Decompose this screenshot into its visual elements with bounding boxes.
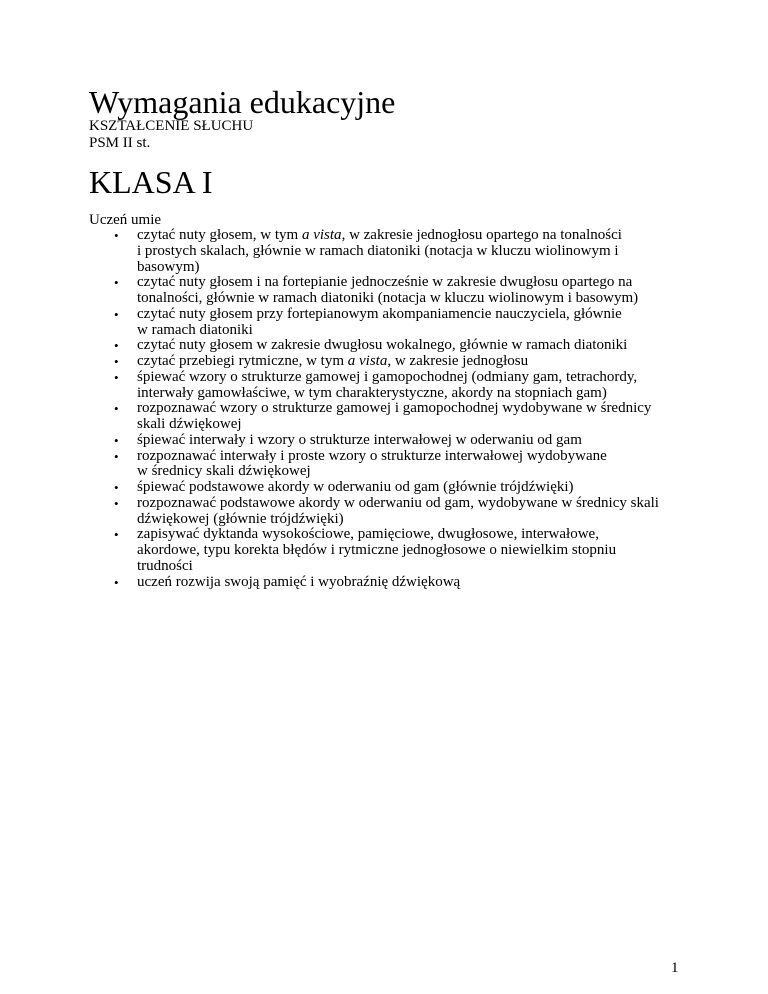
list-item-text-part: śpiewać podstawowe akordy w oderwaniu od gam (głównie trójdźwięki): [137, 479, 574, 495]
list-item-text: [137, 400, 651, 432]
school-level: PSM II st.: [89, 135, 151, 151]
list-item-text: [137, 448, 607, 480]
list-item-text-part: zapisywać dyktanda wysokościowe, pamięciowe, dwugłosowe, interwałowe, akordowe, typu korekta błędów i rytmiczne jednogłosowe o niewielkim stopniu trudności: [137, 526, 617, 574]
bullet-icon: •: [114, 354, 119, 369]
bullet-icon: •: [114, 574, 119, 590]
intro-text: Uczeń umie: [89, 212, 162, 228]
bullet-icon: •: [114, 306, 119, 322]
list-item-emphasis: a vista: [347, 353, 388, 369]
list-item: [0, 354, 685, 370]
bullet-icon: •: [114, 480, 119, 495]
list-item-text-part: rozpoznawać wzory o strukturze gamowej i gamopochodnej wydobywane w średnicy skali dźwiękowej: [137, 400, 652, 432]
list-item: [0, 307, 685, 339]
list-item-emphasis: a vista: [301, 227, 342, 243]
list-item: [0, 449, 685, 481]
list-item: [0, 480, 685, 496]
list-item-text: [137, 495, 659, 527]
list-item-text-part: śpiewać wzory o strukturze gamowej i gamopochodnej (odmiany gam, tetrachordy, interwały gamowłaściwe, w tym charakterystyczne, akordy na stopniach gam): [137, 368, 638, 401]
bullet-icon: •: [114, 401, 119, 417]
list-item: [0, 228, 685, 275]
list-item-text-part: czytać nuty głosem przy fortepianowym akompaniamencie nauczyciela, głównie w ramach diatoniki: [137, 305, 622, 338]
list-item-text: [137, 274, 638, 306]
list-item: [0, 338, 685, 354]
list-item-text-part: uczeń rozwija swoją pamięć i wyobraźnię dźwiękową: [137, 573, 461, 590]
bullet-icon: •: [114, 495, 119, 511]
subject-name: KSZTAŁCENIE SŁUCHU: [89, 118, 254, 134]
document-title: Wymagania edukacyjne: [89, 84, 396, 120]
bullet-icon: •: [114, 338, 119, 354]
list-item-text: [137, 369, 637, 401]
bullet-icon: •: [114, 448, 119, 464]
list-item-text-part: , w zakresie jednogłosu: [387, 353, 529, 369]
list-item-text-part: rozpoznawać podstawowe akordy w oderwaniu od gam, wydobywane w średnicy skali dźwiękowej (głównie trójdźwięki): [137, 494, 659, 527]
list-item-text-part: czytać nuty głosem i na fortepianie jednocześnie w zakresie dwugłosu opartego na tonalności, głównie w ramach diatoniki (notacja w kluczu wiolinowym i basowym): [137, 274, 639, 306]
list-item-text-part: rozpoznawać interwały i proste wzory o strukturze interwałowej wydobywane w średnicy skali dźwiękowej: [137, 447, 607, 480]
list-item-text: [137, 479, 574, 495]
list-item: [0, 527, 685, 574]
class-heading: KLASA I: [89, 164, 213, 200]
list-item: [0, 575, 685, 591]
list-item-text-part: śpiewać interwały i wzory o strukturze interwałowej w oderwaniu od gam: [137, 431, 582, 448]
bullet-icon: •: [114, 275, 119, 291]
bullet-icon: •: [114, 527, 119, 543]
list-item-text: [137, 574, 460, 590]
list-item-text: [137, 227, 622, 275]
list-item-text: [137, 526, 616, 574]
bullet-icon: •: [114, 369, 119, 385]
list-item-text: [137, 353, 528, 369]
list-item-text: [137, 432, 582, 448]
list-item: [0, 496, 685, 528]
list-item-text-part: czytać przebiegi rytmiczne, w tym: [137, 353, 348, 369]
list-item-text-part: , w zakresie jednogłosu opartego na tonalności i prostych skalach, głównie w ramach diatoniki (notacja w kluczu wiolinowym i basowym): [137, 227, 622, 275]
list-item: [0, 275, 685, 307]
list-item-text-part: czytać nuty głosem w zakresie dwugłosu wokalnego, głównie w ramach diatoniki: [137, 337, 628, 354]
list-item-text-part: czytać nuty głosem, w tym: [137, 227, 302, 243]
list-item-text: [137, 306, 622, 338]
list-item: [0, 433, 685, 449]
requirements-list: [0, 228, 685, 590]
list-item-text: [137, 337, 627, 353]
bullet-icon: •: [114, 432, 119, 448]
page-number: 1: [671, 960, 679, 976]
list-item: [0, 370, 685, 402]
list-item: [0, 401, 685, 433]
bullet-icon: •: [114, 228, 119, 243]
